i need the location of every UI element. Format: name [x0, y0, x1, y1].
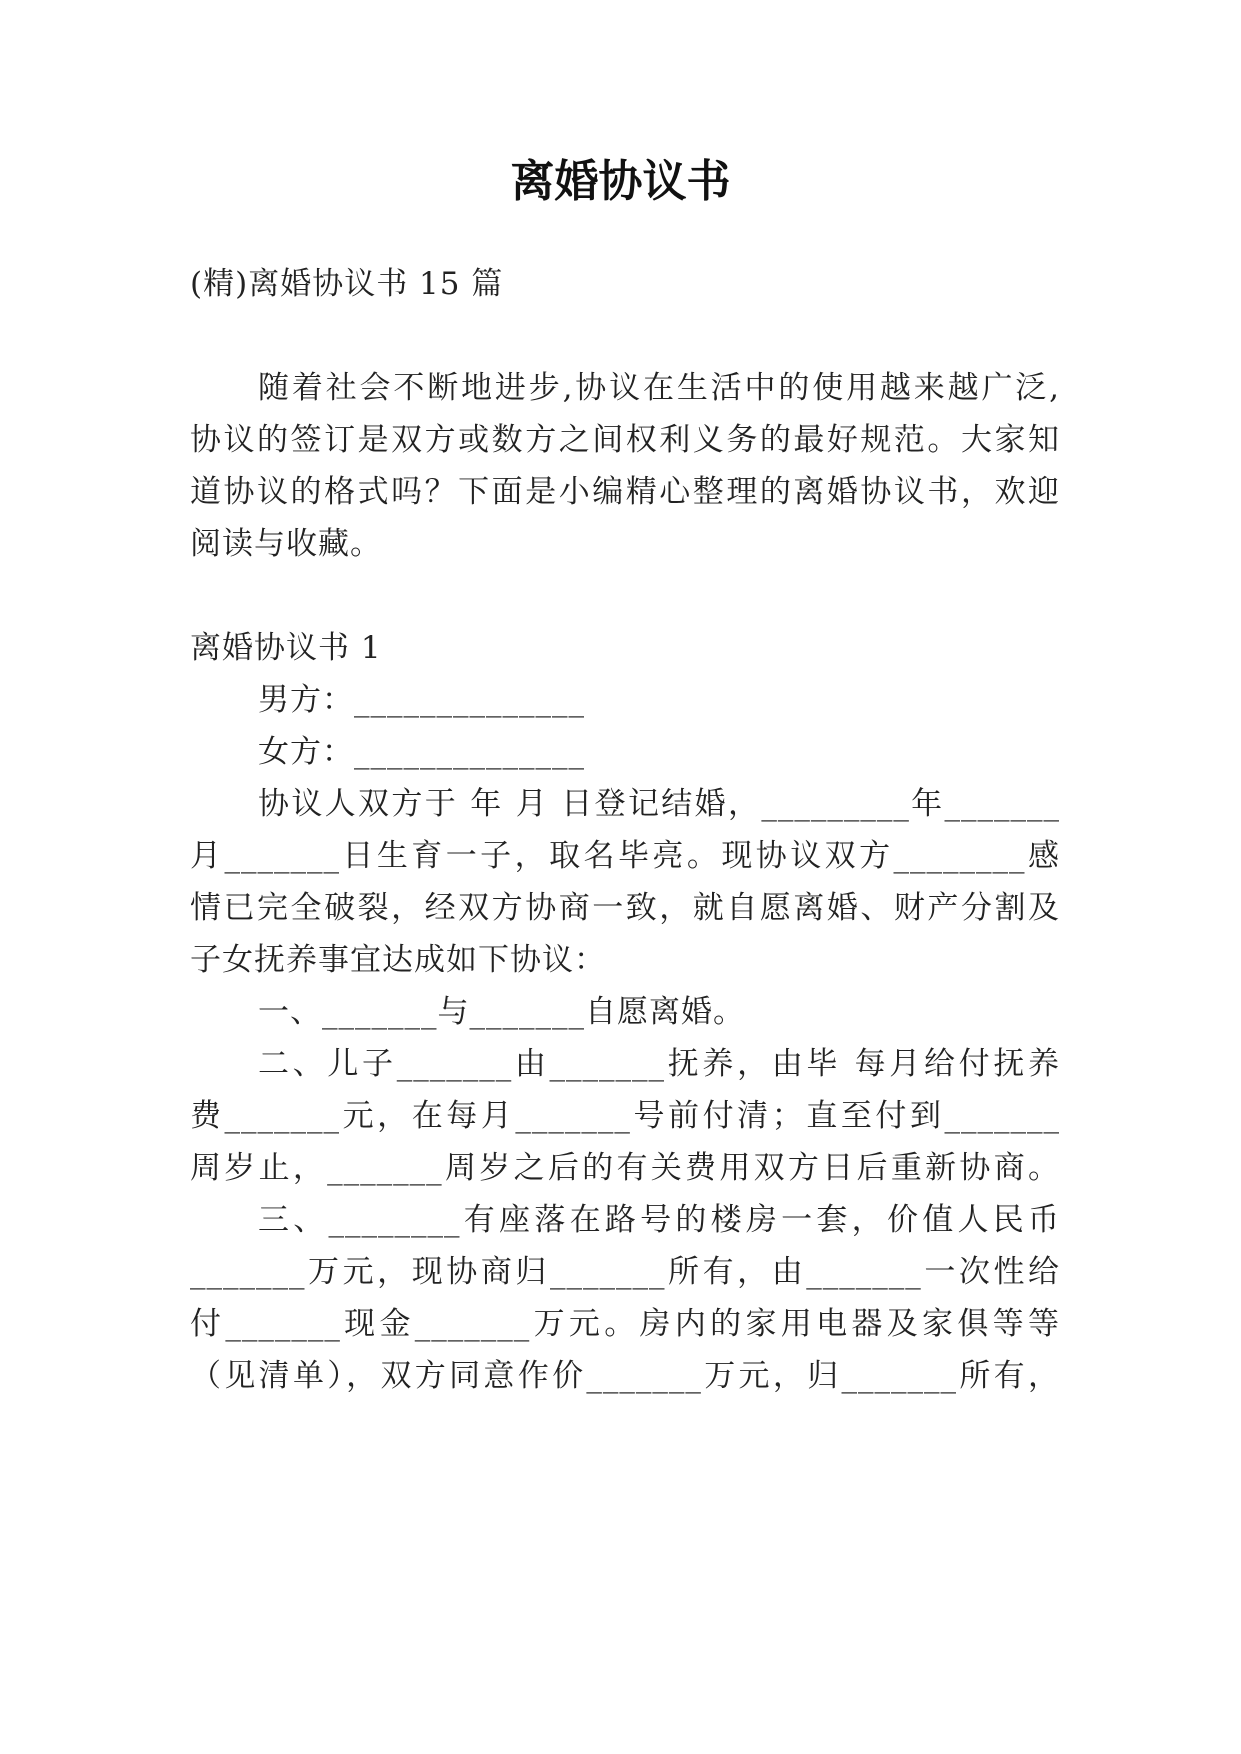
intro-line: 协议的签订是双方或数方之间权利义务的最好规范。大家知: [190, 422, 1060, 458]
body-line: 费_______元，在每月_______号前付清；直至付到_______: [190, 1098, 1060, 1134]
intro-line: 阅读与收藏。: [190, 526, 382, 562]
section-heading: 离婚协议书 1: [190, 630, 382, 666]
body-line: 协议人双方于 年 月 日登记结婚，_________年_______: [258, 786, 1060, 822]
intro-line: 道协议的格式吗？下面是小编精心整理的离婚协议书，欢迎: [190, 474, 1060, 510]
intro-line: 随着社会不断地进步,协议在生活中的使用越来越广泛,: [258, 370, 1060, 406]
male-party-line: 男方：______________: [258, 682, 585, 718]
document-subtitle: (精)离婚协议书 15 篇: [190, 266, 504, 302]
body-line: （见清单），双方同意作价_______万元，归_______所有，: [190, 1358, 1060, 1394]
female-party-line: 女方：______________: [258, 734, 585, 770]
body-line: 付_______现金_______万元。房内的家用电器及家俱等等: [190, 1306, 1060, 1342]
body-line: 月_______日生育一子，取名毕亮。现协议双方________感: [190, 838, 1060, 874]
body-line: _______万元，现协商归_______所有，由_______一次性给: [190, 1254, 1060, 1290]
body-line: 情已完全破裂，经双方协商一致，就自愿离婚、财产分割及: [190, 890, 1060, 926]
body-line: 二、儿子_______由_______抚养，由毕 每月给付抚养: [258, 1046, 1060, 1082]
document-title: 离婚协议书: [510, 156, 731, 207]
body-line: 三、________有座落在路号的楼房一套，价值人民币: [258, 1202, 1060, 1238]
body-line: 周岁止，_______周岁之后的有关费用双方日后重新协商。: [190, 1150, 1060, 1186]
body-line: 子女抚养事宜达成如下协议：: [190, 942, 606, 978]
body-line: 一、_______与_______自愿离婚。: [258, 994, 745, 1030]
